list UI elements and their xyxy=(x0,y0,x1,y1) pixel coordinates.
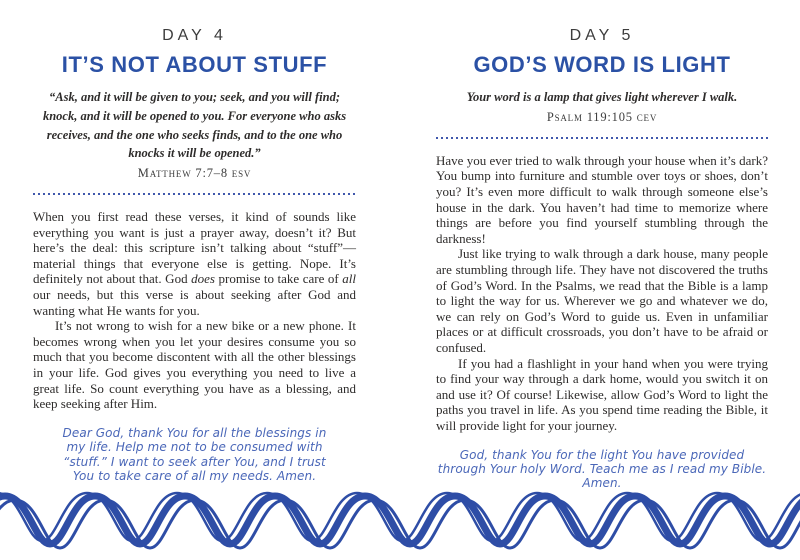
day-label: DAY 4 xyxy=(162,27,227,44)
page-day-5 xyxy=(400,0,800,560)
day-label: DAY 5 xyxy=(569,27,635,44)
verse-text: Your word is a lamp that gives light wherever I walk. xyxy=(466,90,738,105)
body-paragraph: If you had a flashlight in your hand when you were trying to find your way through a dark home, would you switch it on and use it? Of course! Likewise, allow God’s Word to light the paths you travel in life. As you spend time reading the Bible, it will provide light for your journey. xyxy=(436,355,768,433)
body-paragraph: Just like trying to walk through a dark house, many people are stumbling through life. They have not discovered the truths of God’s Word. In the Psalms, we read that the Bible is a lamp to light the way for us. Wherever we go and whatever we do, we can rely on God’s Word to guide us. Even in unfamiliar places or at difficult crossroads, you don’t have to be afraid or confused. xyxy=(436,246,768,355)
verse-reference: Psalm 119:105 cev xyxy=(546,109,658,124)
body-paragraph: It’s not wrong to wish for a new bike or a new phone. It becomes wrong when you let your desires consume you so much that you become discontent with all the other blessings in your life. God gives you everything you need to live a great life. So count everything you have as a blessing, and keep seeking after Him. xyxy=(33,318,356,412)
page-title: GOD’S WORD IS LIGHT xyxy=(473,52,731,77)
body-paragraph: When you first read these verses, it kind of sounds like everything you want is just a prayer away, doesn’t it? But here’s the deal: this scripture isn’t talking about “stuff”—material things that everyone else is getting. Nope. It’s definitely not about that. God does promise to take care of all our needs, but this verse is about seeking after God and wanting what He wants for you. xyxy=(33,209,356,318)
prayer-text: God, thank You for the light You have provided through Your holy Word. Teach me as I read my Bible. Amen. xyxy=(437,447,767,491)
devotional-body xyxy=(436,153,768,434)
verse-text: “Ask, and it will be given to you; seek, and you will find; knock, and it will be opened to you. For everyone who asks receives, and the one who seeks finds, and to the one who knocks it will be opened.” xyxy=(42,90,347,161)
dotted-divider xyxy=(436,137,768,139)
dotted-divider xyxy=(33,193,356,195)
prayer-text: Dear God, thank You for all the blessings in my life. Help me not to be consumed with “stuff.” I want to seek after You, and I trust You to take care of all my needs. Amen. xyxy=(62,425,327,483)
devotional-body xyxy=(33,209,356,412)
body-paragraph: Have you ever tried to walk through your house when it’s dark? You bump into furniture and stumble over toys or shoes, don’t you? It’s even more difficult to walk through someone else’s house in the dark. You haven’t had time to memorize where things are before you find yourself stumbling through the darkness! xyxy=(436,152,768,246)
verse-reference: Matthew 7:7–8 esv xyxy=(137,166,252,181)
page-title: IT’S NOT ABOUT STUFF xyxy=(61,52,328,77)
